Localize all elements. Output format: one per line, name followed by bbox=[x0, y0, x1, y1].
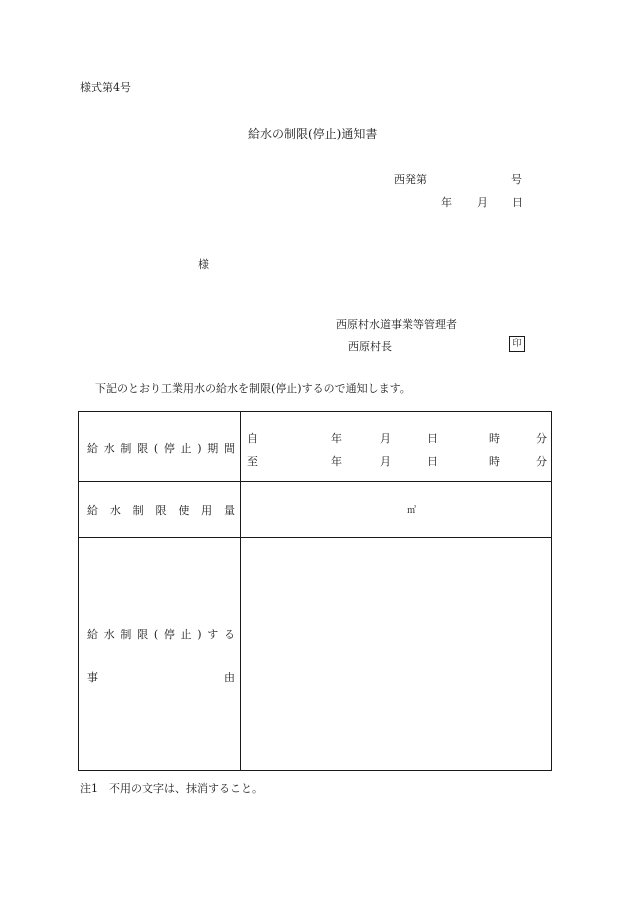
date-month-label: 月 bbox=[477, 196, 488, 209]
period-value-cell bbox=[241, 412, 551, 481]
reason-row bbox=[79, 538, 551, 770]
period-from-label: 自 bbox=[247, 432, 258, 445]
usage-value-cell bbox=[241, 482, 551, 537]
period-from-minute: 分 bbox=[536, 432, 547, 445]
issue-number-suffix: 号 bbox=[511, 173, 522, 186]
period-label-cell bbox=[79, 412, 241, 481]
period-from-year: 年 bbox=[331, 432, 342, 445]
form-number: 様式第4号 bbox=[80, 81, 131, 94]
footnote: 注1 不用の文字は、抹消すること。 bbox=[80, 782, 263, 795]
period-row bbox=[79, 412, 551, 482]
usage-row bbox=[79, 482, 551, 538]
addressee-honorific: 様 bbox=[198, 258, 209, 271]
usage-unit: ㎥ bbox=[407, 506, 417, 516]
period-label: 給水制限(停止)期間 bbox=[87, 442, 235, 455]
period-to-month: 月 bbox=[380, 455, 391, 468]
reason-label-left: 事 bbox=[87, 671, 98, 684]
period-to-year: 年 bbox=[331, 455, 342, 468]
period-to-hour: 時 bbox=[489, 455, 500, 468]
date-year-label: 年 bbox=[441, 196, 452, 209]
period-to-minute: 分 bbox=[536, 455, 547, 468]
sender-organization: 西原村水道事業等管理者 bbox=[336, 318, 457, 331]
period-from-hour: 時 bbox=[489, 432, 500, 445]
usage-label: 給水制限使用量 bbox=[87, 504, 235, 517]
sender-name: 西原村長 bbox=[348, 340, 392, 353]
seal-stamp: 印 bbox=[509, 336, 525, 352]
intro-text: 下記のとおり工業用水の給水を制限(停止)するので通知します。 bbox=[95, 382, 411, 395]
date-day-label: 日 bbox=[512, 196, 523, 209]
period-from-line bbox=[241, 430, 551, 444]
reason-label-line1: 給水制限(停止)する bbox=[87, 628, 235, 641]
reason-value-cell bbox=[241, 538, 551, 770]
issue-number-prefix: 西発第 bbox=[394, 173, 427, 186]
document-title: 給水の制限(停止)通知書 bbox=[248, 127, 378, 141]
notice-table bbox=[78, 411, 552, 771]
period-to-line bbox=[241, 453, 551, 467]
usage-label-cell bbox=[79, 482, 241, 537]
period-from-month: 月 bbox=[380, 432, 391, 445]
period-to-day: 日 bbox=[427, 455, 438, 468]
reason-label-cell bbox=[79, 538, 241, 770]
reason-label-right: 由 bbox=[224, 671, 235, 684]
period-to-label: 至 bbox=[247, 455, 258, 468]
period-from-day: 日 bbox=[427, 432, 438, 445]
